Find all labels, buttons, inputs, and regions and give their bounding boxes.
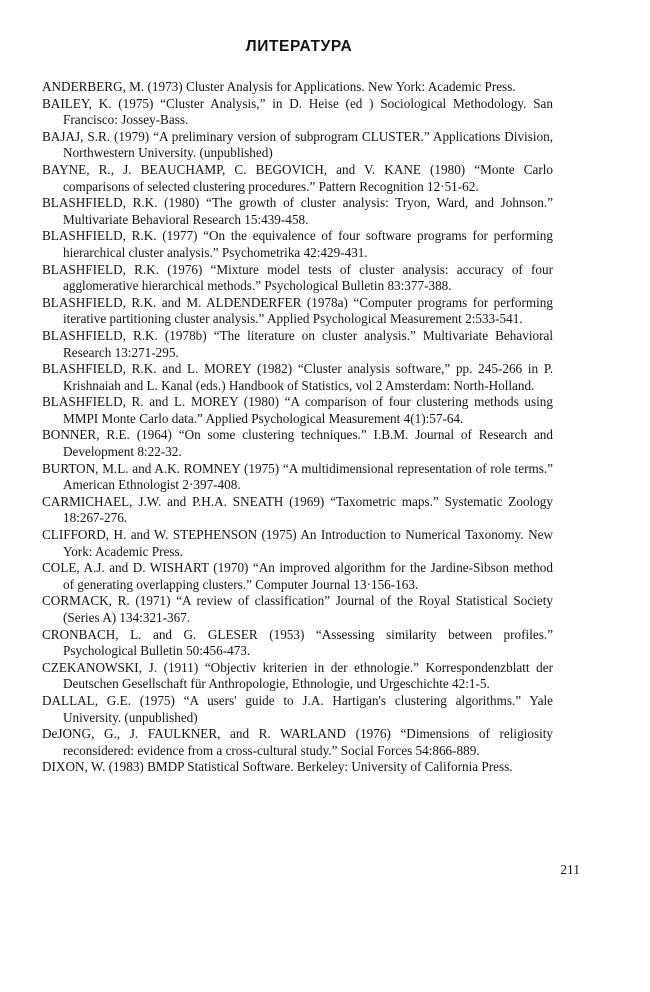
reference-entry: BONNER, R.E. (1964) “On some clustering techniques.” I.B.M. Journal of Research and Development 8:22-32. bbox=[42, 427, 553, 460]
reference-list bbox=[42, 79, 553, 776]
reference-entry: ANDERBERG, M. (1973) Cluster Analysis for Applications. New York: Academic Press. bbox=[42, 79, 516, 94]
reference-entry: BLASHFIELD, R.K. (1977) “On the equivalence of four software programs for performing hierarchical cluster analysis.” Psychometrika 42:429-431. bbox=[42, 228, 553, 260]
reference-entry: BLASHFIELD, R.K. (1978b) “The literature on cluster analysis.” Multivariate Behavioral Research 13:271-295. bbox=[42, 327, 553, 360]
reference-entry: DeJONG, G., J. FAULKNER, and R. WARLAND (1976) “Dimensions of religiosity reconsidered: evidence from a cross-cultural study.” Social Forces 54:866-889. bbox=[42, 726, 553, 758]
reference-entry: BLASHFIELD, R.K. (1980) “The growth of cluster analysis: Tryon, Ward, and Johnson.” Multivariate Behavioral Research 15:439-458. bbox=[42, 195, 553, 227]
reference-entry: BLASHFIELD, R.K. and M. ALDENDERFER (1978a) “Computer programs for performing iterative partitioning cluster analysis.” Applied Psychological Measurement 2:533-541. bbox=[42, 294, 553, 327]
reference-entry: CRONBACH, L. and G. GLESER (1953) “Assessing similarity between profiles.” Psychological Bulletin 50:456-473. bbox=[42, 626, 553, 659]
reference-entry: DIXON, W. (1983) BMDP Statistical Software. Berkeley: University of California Press. bbox=[42, 759, 513, 775]
reference-entry: CZEKANOWSKI, J. (1911) “Objectiv kriterien in der ethnologie.” Korrespondenzblatt der Deutschen Gesellschaft für Anthropologie, Ethnologie, und Urgeschichte 42:1-5. bbox=[42, 659, 553, 692]
reference-entry: DALLAL, G.E. (1975) “A users' guide to J.A. Hartigan's clustering algorithms.” Yale University. (unpublished) bbox=[42, 692, 553, 725]
reference-entry: BAJAJ, S.R. (1979) “A preliminary version of subprogram CLUSTER.” Applications Division, Northwestern University. (unpublished) bbox=[42, 128, 553, 161]
reference-entry: CLIFFORD, H. and W. STEPHENSON (1975) An Introduction to Numerical Taxonomy. New York: Academic Press. bbox=[42, 527, 553, 559]
reference-entry: CARMICHAEL, J.W. and P.H.A. SNEATH (1969) “Taxometric maps.” Systematic Zoology 18:267-276. bbox=[42, 493, 553, 526]
reference-entry: BLASHFIELD, R.K. (1976) “Mixture model tests of cluster analysis: accuracy of four agglomerative hierarchical methods.” Psychological Bulletin 83:377-388. bbox=[42, 261, 553, 294]
reference-entry: BLASHFIELD, R.K. and L. MOREY (1982) “Cluster analysis software,” pp. 245-266 in P. Krishnaiah and L. Kanal (eds.) Handbook of Statistics, vol 2 Amsterdam: North-Holland. bbox=[42, 361, 553, 393]
page-number: 211 bbox=[560, 862, 580, 877]
page-title: ЛИТЕРАТУРА bbox=[245, 38, 353, 55]
reference-entry: BAYNE, R., J. BEAUCHAMP, C. BEGOVICH, and V. KANE (1980) “Monte Carlo comparisons of selected clustering procedures.” Pattern Recognition 12·51-62. bbox=[42, 161, 553, 194]
reference-entry: CORMACK, R. (1971) “A review of classification” Journal of the Royal Statistical Society (Series A) 134:321-367. bbox=[42, 593, 553, 625]
reference-entry: BURTON, M.L. and A.K. ROMNEY (1975) “A multidimensional representation of role terms.” American Ethnologist 2·397-408. bbox=[42, 460, 553, 493]
reference-entry: BLASHFIELD, R. and L. MOREY (1980) “A comparison of four clustering methods using MMPI Monte Carlo data.” Applied Psychological Measurement 4(1):57-64. bbox=[42, 394, 553, 426]
reference-entry: COLE, A.J. and D. WISHART (1970) “An improved algorithm for the Jardine-Sibson method of generating overlapping clusters.” Computer Journal 13·156-163. bbox=[42, 560, 553, 592]
reference-entry: BAILEY, K. (1975) “Cluster Analysis,” in D. Heise (ed ) Sociological Methodology. San Francisco: Jossey-Bass. bbox=[42, 95, 553, 128]
